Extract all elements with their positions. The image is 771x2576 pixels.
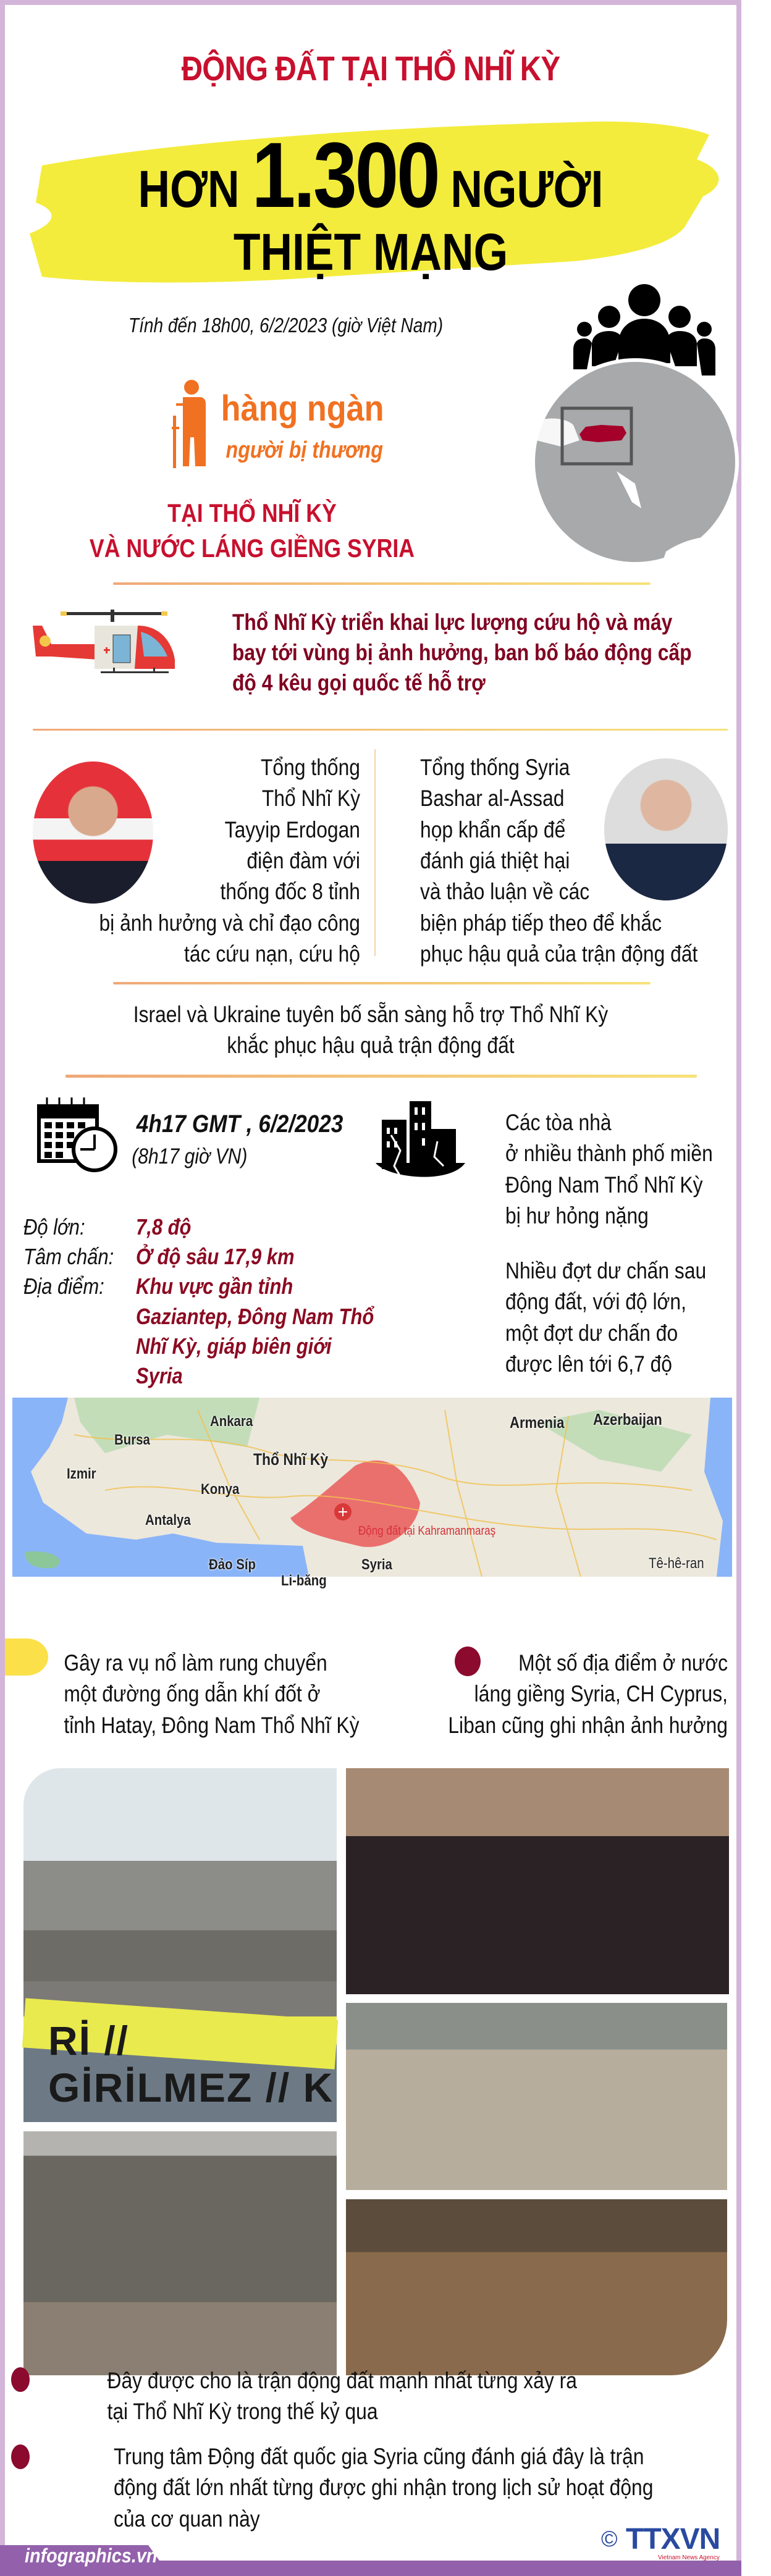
aftershock-text: Nhiều đợt dư chấn sau động đất, với độ lớn, một đợt dư chấn đo được lên tới 6,7 độ bbox=[505, 1258, 707, 1377]
map-label-tehran: Tê-hê-ran bbox=[649, 1555, 704, 1572]
epicenter-map bbox=[12, 1398, 732, 1589]
map-label-azerbaijan: Azerbaijan bbox=[593, 1410, 662, 1429]
site-link[interactable]: infographics.vn bbox=[25, 2545, 158, 2567]
photo-night-collapsed-building bbox=[346, 1768, 729, 1994]
vertical-divider bbox=[374, 749, 376, 956]
divider bbox=[33, 729, 728, 731]
neighbor-impact-text: Một số địa điểm ở nước láng giềng Syria, CH Cyprus, Liban cũng ghi nhận ảnh hưởng bbox=[448, 1650, 728, 1738]
photo-debris-man bbox=[346, 2199, 727, 2375]
fact-location: Địa điểm: Khu vực gần tỉnh Gaziantep, Đông Nam Thổ Nhĩ Kỳ, giáp biên giới Syria bbox=[23, 1273, 374, 1389]
globe-turkey-map-icon bbox=[524, 354, 728, 570]
photo-rubble-aerial bbox=[346, 2003, 727, 2190]
quake-time-vn: (8h17 giờ VN) bbox=[132, 1144, 248, 1168]
ttxvn-logo: © TTXVN Vietnam News Agency bbox=[601, 2523, 720, 2561]
red-bullet bbox=[11, 2367, 30, 2392]
syria-center-text: Trung tâm Động đất quốc gia Syria cũng đánh giá đây là trận động đất lớn nhất từng được ghi nhận trong lịch sử hoạt động của cơ quan này bbox=[114, 2444, 654, 2532]
map-label-cyprus: Đảo Síp bbox=[209, 1556, 256, 1573]
page-title: ĐỘNG ĐẤT TẠI THỔ NHĨ KỲ bbox=[181, 49, 560, 88]
headline-prefix: HƠN bbox=[138, 160, 240, 218]
rescue-helicopter-icon bbox=[27, 607, 187, 678]
strongest-quake-text: Đây được cho là trận động đất mạnh nhất từng xảy ra tại Thổ Nhĩ Kỳ trong thế kỷ qua bbox=[107, 2368, 577, 2425]
international-support-text: Israel và Ukraine tuyên bố sẵn sàng hỗ trợ Thổ Nhĩ Kỳ khắc phục hậu quả trận động đất bbox=[133, 1002, 609, 1059]
map-epicenter-label: Động đất tại Kahramanmaraş bbox=[358, 1524, 496, 1538]
gas-pipeline-text: Gây ra vụ nổ làm rung chuyển một đường ống dẫn khí đốt ở tỉnh Hatay, Đông Nam Thổ Nhĩ Kỳ bbox=[64, 1650, 360, 1738]
calendar-clock-icon bbox=[36, 1095, 119, 1172]
injured-label: người bị thương bbox=[225, 437, 383, 463]
map-label-armenia: Armenia bbox=[510, 1413, 565, 1432]
photo-police-tape: Rİ // GİRİLMEZ // K bbox=[23, 1981, 337, 2122]
quake-facts bbox=[23, 1212, 482, 1391]
collapsed-building-icon bbox=[376, 1098, 468, 1185]
map-label-bursa: Bursa bbox=[114, 1432, 150, 1448]
affected-region: TẠI THỔ NHĨ KỲ VÀ NƯỚC LÁNG GIỀNG SYRIA bbox=[89, 498, 415, 563]
death-toll-headline bbox=[60, 123, 681, 281]
rescue-deployment-text: Thổ Nhĩ Kỳ triển khai lực lượng cứu hộ và máy bay tới vùng bị ảnh hưởng, ban bố báo động cấp độ 4 kêu gọi quốc tế hỗ trợ bbox=[232, 610, 692, 696]
injured-person-crutch-icon bbox=[172, 379, 209, 471]
fact-magnitude: Độ lớn: 7,8 độ bbox=[23, 1214, 192, 1240]
copyright-icon: © bbox=[601, 2526, 618, 2551]
photo-collapsed-building-rescuers bbox=[23, 1768, 337, 2000]
map-label-antalya: Antalya bbox=[145, 1512, 191, 1529]
headline-line2: THIỆT MẠNG bbox=[233, 223, 508, 281]
fact-depth: Tâm chấn: Ở độ sâu 17,9 km bbox=[23, 1244, 295, 1270]
divider bbox=[65, 1075, 697, 1078]
yellow-bullet bbox=[5, 1638, 48, 1676]
death-toll-number: 1.300 bbox=[251, 123, 439, 227]
quake-time-gmt: 4h17 GMT , 6/2/2023 bbox=[136, 1110, 343, 1138]
map-label-ankara: Ankara bbox=[210, 1413, 253, 1430]
erdogan-statement: Tổng thống Thổ Nhĩ Kỳ Tayyip Erdogan điện đàm với thống đốc 8 tỉnh bị ảnh hưởng và chỉ đạo công tác cứu nạn, cứu hộ bbox=[99, 755, 360, 967]
divider bbox=[113, 982, 651, 984]
red-bullet bbox=[11, 2444, 30, 2469]
divider bbox=[113, 582, 651, 585]
as-of-timestamp: Tính đến 18h00, 6/2/2023 (giờ Việt Nam) bbox=[128, 314, 444, 337]
headline-suffix: NGƯỜI bbox=[450, 160, 604, 218]
map-label-izmir: Izmir bbox=[67, 1466, 96, 1482]
assad-statement: Tổng thống Syria Bashar al-Assad họp khẩn cấp để đánh giá thiệt hại và thảo luận về các biện pháp tiếp theo để khắc phục hậu quả của trận động đất bbox=[420, 755, 698, 967]
map-label-syria: Syria bbox=[361, 1556, 392, 1573]
building-damage-text: Các tòa nhà ở nhiều thành phố miền Đông Nam Thổ Nhĩ Kỳ bị hư hỏng nặng bbox=[505, 1110, 713, 1228]
injured-count: hàng ngàn bbox=[221, 388, 384, 429]
assad-portrait bbox=[604, 758, 728, 900]
map-label-lebanon: Li-băng bbox=[281, 1572, 327, 1589]
map-label-konya: Konya bbox=[201, 1481, 240, 1498]
map-label-turkey: Thổ Nhĩ Kỳ bbox=[253, 1450, 329, 1469]
photo-crushed-car bbox=[23, 2131, 337, 2375]
